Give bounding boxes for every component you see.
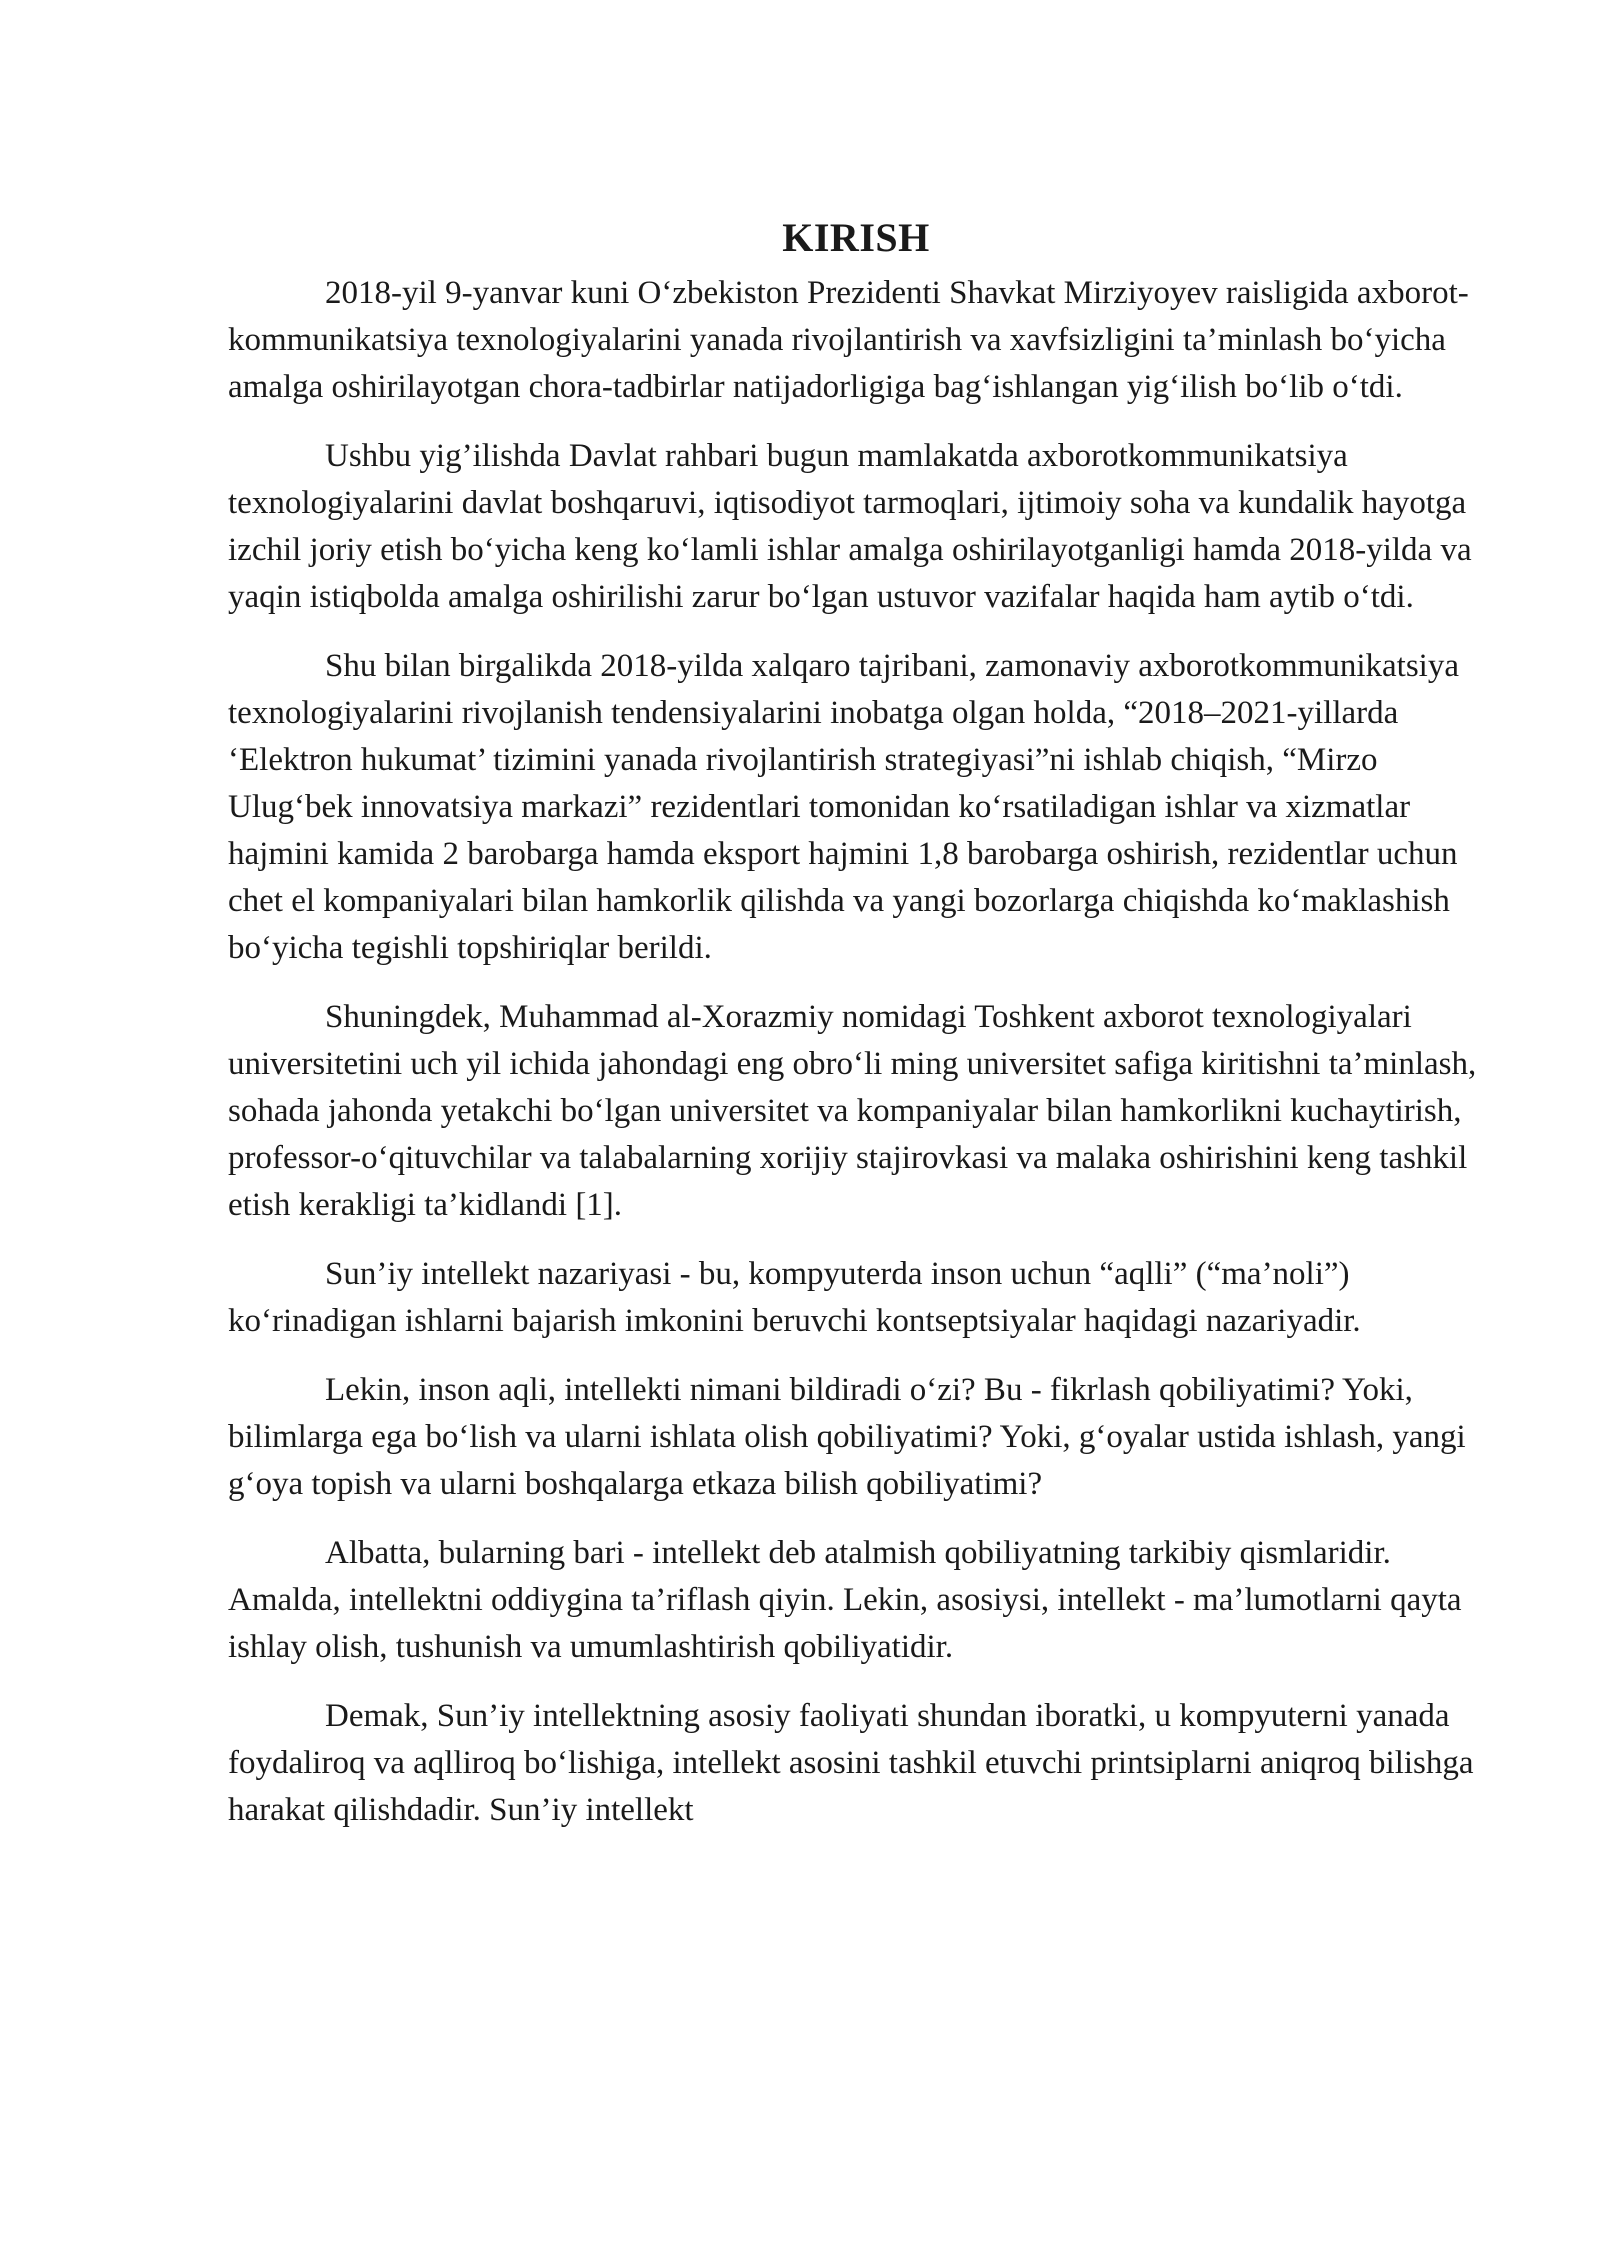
document-body	[228, 210, 1484, 1856]
paragraph-8: Demak, Sun’iy intellektning asosiy faoliyati shundan iboratki, u kompyuterni yanada foydaliroq va aqlliroq bo‘lishiga, intellekt asosini tashkil etuvchi printsiplarni aniqroq bilishga harakat qilishdadir. Sun’iy intellekt	[228, 1698, 1474, 1828]
paragraph-7: Albatta, bularning bari - intellekt deb atalmish qobiliyatning tarkibiy qismlaridir. Amalda, intellektni oddiygina ta’riflash qiyin. Lekin, asosiysi, intellekt - ma’lumotlarni qayta ishlay olish, tushunish va umumlashtirish qobiliyatidir.	[228, 1535, 1462, 1665]
paragraph-6: Lekin, inson aqli, intellekti nimani bildiradi o‘zi? Bu - fikrlash qobiliyatimi? Yoki, bilimlarga ega bo‘lish va ularni ishlata olish qobiliyatimi? Yoki, g‘oyalar ustida ishlash, yangi g‘oya topish va ularni boshqalarga etkaza bilish qobiliyatimi?	[228, 1372, 1466, 1502]
paragraph-4: Shuningdek, Muhammad al-Xorazmiy nomidagi Toshkent axborot texnologiyalari universitetini uch yil ichida jahondagi eng obro‘li ming universitet safiga kiritishni ta’minlash, sohada jahonda yetakchi bo‘lgan universitet va kompaniyalar bilan hamkorlikni kuchaytirish, professor-o‘qituvchilar va talabalarning xorijiy stajirovkasi va malaka oshirishini keng tashkil etish kerakligi ta’kidlandi [1].	[228, 999, 1477, 1223]
paragraph-2: Ushbu yig’ilishda Davlat rahbari bugun mamlakatda axborotkommunikatsiya texnologiyalarini davlat boshqaruvi, iqtisodiyot tarmoqlari, ijtimoiy soha va kundalik hayotga izchil joriy etish bo‘yicha keng ko‘lamli ishlar amalga oshirilayotganligi hamda 2018-yilda va yaqin istiqbolda amalga oshirilishi zarur bo‘lgan ustuvor vazifalar haqida ham aytib o‘tdi.	[228, 438, 1472, 615]
section-title: KIRISH	[782, 215, 930, 260]
paragraph-1: 2018-yil 9-yanvar kuni O‘zbekiston Prezidenti Shavkat Mirziyoyev raisligida axborot-kommunikatsiya texnologiyalarini yanada rivojlantirish va xavfsizligini ta’minlash bo‘yicha amalga oshirilayotgan chora-tadbirlar natijadorligiga bag‘ishlangan yig‘ilish bo‘lib o‘tdi.	[228, 275, 1469, 405]
paragraph-3: Shu bilan birgalikda 2018-yilda xalqaro tajribani, zamonaviy axborotkommunikatsiya texnologiyalarini rivojlanish tendensiyalarini inobatga olgan holda, “2018–2021-yillarda ‘Elektron hukumat’ tizimini yanada rivojlantirish strategiyasi”ni ishlab chiqish, “Mirzo Ulug‘bek innovatsiya markazi” rezidentlari tomonidan ko‘rsatiladigan ishlar va xizmatlar hajmini kamida 2 barobarga hamda eksport hajmini 1,8 barobarga oshirish, rezidentlar uchun chet el kompaniyalari bilan hamkorlik qilishda va yangi bozorlarga chiqishda ko‘maklashish bo‘yicha tegishli topshiriqlar berildi.	[228, 648, 1459, 966]
paragraph-5: Sun’iy intellekt nazariyasi - bu, kompyuterda inson uchun “aqlli” (“ma’noli”) ko‘rinadigan ishlarni bajarish imkonini beruvchi kontseptsiyalar haqidagi nazariyadir.	[228, 1256, 1361, 1339]
